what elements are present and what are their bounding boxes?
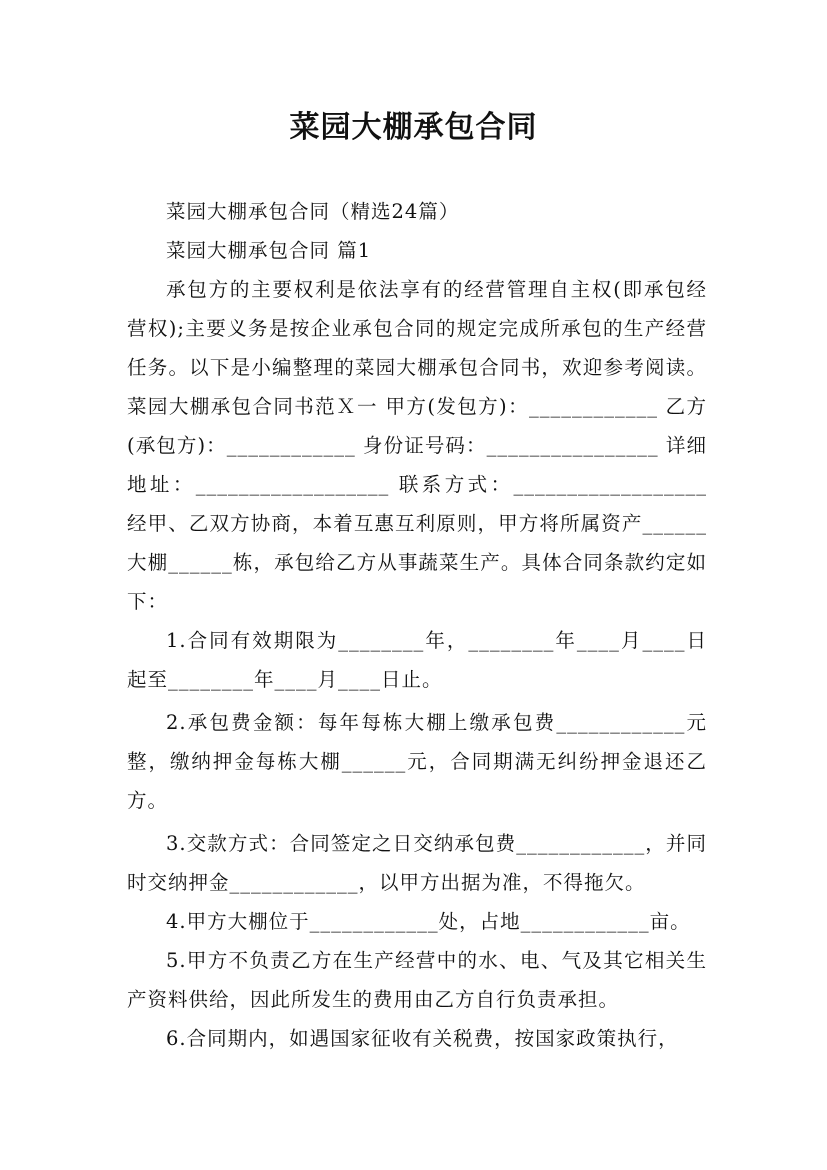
paragraph-clause-2: 2.承包费金额：每年每栋大棚上缴承包费____________元整，缴纳押金每栋大棚______元，合同期满无纠纷押金退还乙方。	[127, 711, 707, 812]
paragraph-clause-4: 4.甲方大棚位于____________处，占地____________亩。	[166, 910, 691, 933]
document-title: 菜园大棚承包合同	[289, 110, 538, 145]
paragraph-clause-5: 5.甲方不负责乙方在生产经营中的水、电、气及其它相关生产资料供给，因此所发生的费用由乙方自行负责承担。	[127, 949, 707, 1011]
document-body	[127, 192, 707, 1058]
paragraph-clause-6: 6.合同期内，如遇国家征收有关税费，按国家政策执行，	[166, 1027, 679, 1050]
paragraph-clause-1: 1.合同有效期限为________年，________年____月____日起至________年____月____日止。	[127, 629, 707, 691]
paragraph-section-heading: 菜园大棚承包合同 篇1	[166, 239, 372, 262]
paragraph-intro: 承包方的主要权利是依法享有的经营管理自主权(即承包经营权);主要义务是按企业承包合同的规定完成所承包的生产经营任务。以下是小编整理的菜园大棚承包合同书，欢迎参考阅读。 菜园大棚承包合同书范Ｘ一 甲方(发包方)：____________ 乙方(承包方)：____________ 身份证号码：________________ 详细地址：__________________ 联系方式：__________________ 经甲、乙双方协商，本着互惠互利原则，甲方将所属资产______大棚______栋，承包给乙方从事蔬菜生产。具体合同条款约定如下：	[127, 278, 707, 613]
paragraph-subtitle: 菜园大棚承包合同（精选24篇）	[166, 200, 460, 223]
paragraph-clause-3: 3.交款方式：合同签定之日交纳承包费____________，并同时交纳押金____________，以甲方出据为准，不得拖欠。	[127, 832, 707, 894]
